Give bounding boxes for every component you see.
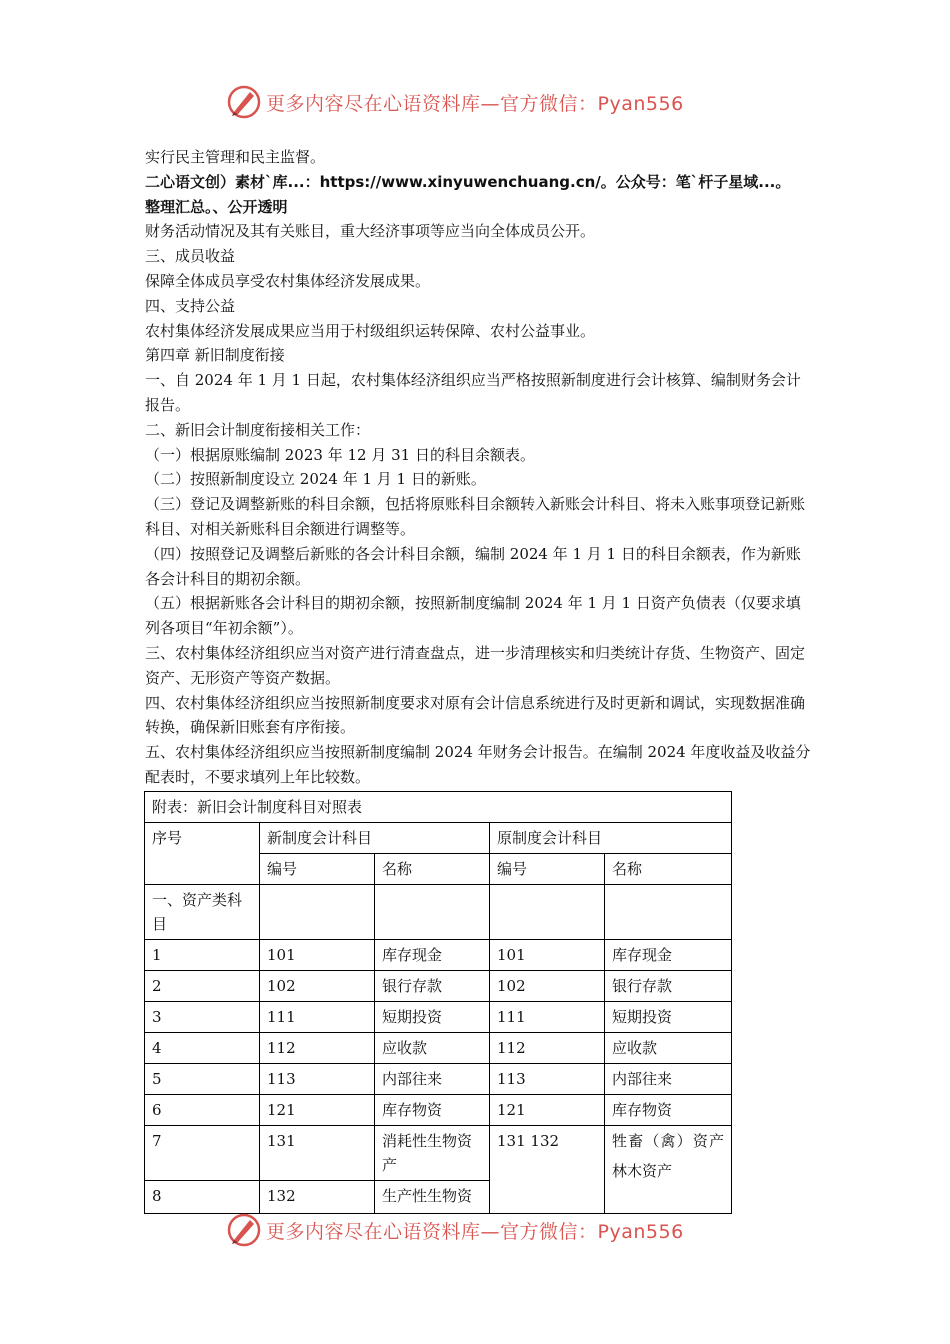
paragraph: （三）登记及调整新账的科目余额，包括将原账科目余额转入新账会计科目、将未入账事项登记新账科目、对相关新账科目余额进行调整等。 — [145, 495, 806, 538]
table-row — [145, 1002, 732, 1033]
table-header-row — [145, 823, 732, 854]
section-label: 一、资产类科目 — [145, 885, 260, 940]
pen-logo-icon — [226, 84, 262, 120]
cell-seq: 8 — [145, 1181, 260, 1214]
paragraph: （四）按照登记及调整后新账的各会计科目余额，编制 2024 年 1 月 1 日的科目余额表，作为新账各会计科目的期初余额。 — [145, 544, 801, 588]
watermark-line: 整理汇总。、公开透明 — [145, 197, 288, 216]
cell-seq: 6 — [145, 1095, 260, 1126]
cell-old-code: 131 132 — [490, 1126, 605, 1214]
cell-old-name: 内部往来 — [605, 1064, 732, 1095]
cell-old-name-2: 林木资产 — [612, 1162, 673, 1180]
paragraph: （二）按照新制度设立 2024 年 1 月 1 日的新账。 — [145, 470, 486, 489]
cell-old-code: 111 — [490, 1002, 605, 1033]
subheader-new-name: 名称 — [375, 854, 490, 885]
cell-new-code: 113 — [260, 1064, 375, 1095]
cell-old-code: 112 — [490, 1033, 605, 1064]
paragraph: 一、自 2024 年 1 月 1 日起，农村集体经济组织应当严格按照新制度进行会计核算、编制财务会计报告。 — [145, 371, 801, 414]
cell-new-name: 生产性生物资 — [375, 1181, 490, 1214]
section-heading: 四、支持公益 — [145, 296, 236, 315]
cell-seq: 4 — [145, 1033, 260, 1064]
cell-new-name: 库存现金 — [375, 940, 490, 971]
paragraph: （五）根据新账各会计科目的期初余额，按照新制度编制 2024 年 1 月 1 日资产负债表（仅要求填列各项目“年初余额”）。 — [145, 594, 801, 638]
header-old-system: 原制度会计科目 — [490, 823, 732, 854]
paragraph: 四、农村集体经济组织应当按照新制度要求对原有会计信息系统进行及时更新和调试，实现数据准确转换，确保新旧账套有序衔接。 — [145, 693, 806, 737]
cell-old-name: 牲畜（禽）资产 — [612, 1132, 725, 1150]
account-mapping-table — [144, 791, 732, 1214]
paragraph: 五、农村集体经济组织应当按照新制度编制 2024 年财务会计报告。在编制 2024 年度收益及收益分配表时，不要求填列上年比较数。 — [145, 743, 811, 786]
cell-new-code: 112 — [260, 1033, 375, 1064]
cell-seq: 1 — [145, 940, 260, 971]
chapter-heading: 第四章 新旧制度衔接 — [145, 346, 285, 365]
cell-new-name: 应收款 — [375, 1033, 490, 1064]
cell-seq: 7 — [145, 1126, 260, 1181]
cell-old-code: 102 — [490, 971, 605, 1002]
cell-old-code: 101 — [490, 940, 605, 971]
paragraph: （一）根据原账编制 2023 年 12 月 31 日的科目余额表。 — [145, 445, 535, 464]
subheader-new-code: 编号 — [260, 854, 375, 885]
paragraph: 三、农村集体经济组织应当对资产进行清查盘点，进一步清理核实和归类统计存货、生物资产、固定资产、无形资产等资产数据。 — [145, 643, 806, 687]
cell-old-name: 库存物资 — [605, 1095, 732, 1126]
header-seq: 序号 — [145, 823, 260, 885]
section-heading: 三、成员收益 — [145, 247, 236, 266]
paragraph: 二、新旧会计制度衔接相关工作： — [145, 420, 371, 439]
cell-seq: 5 — [145, 1064, 260, 1095]
subheader-old-code: 编号 — [490, 854, 605, 885]
cell-seq: 3 — [145, 1002, 260, 1033]
table-row — [145, 1126, 732, 1181]
document-body — [145, 145, 813, 790]
banner-text: 更多内容尽在心语资料库—官方微信：Pyan556 — [266, 92, 684, 115]
table-row — [145, 1033, 732, 1064]
cell-seq: 2 — [145, 971, 260, 1002]
cell-old-name: 短期投资 — [605, 1002, 732, 1033]
table-caption: 附表：新旧会计制度科目对照表 — [145, 792, 732, 823]
cell-new-code: 102 — [260, 971, 375, 1002]
subheader-old-name: 名称 — [605, 854, 732, 885]
table-section-row — [145, 885, 732, 940]
table-row — [145, 1064, 732, 1095]
paragraph: 保障全体成员享受农村集体经济发展成果。 — [145, 271, 431, 290]
cell-old-code: 113 — [490, 1064, 605, 1095]
paragraph: 实行民主管理和民主监督。 — [145, 148, 326, 166]
cell-old-name-merged — [605, 1126, 732, 1214]
cell-old-name: 银行存款 — [605, 971, 732, 1002]
watermark-line: 二心语文创）素材`库...：https://www.xinyuwenchuang.cn/。公众号：笔`杆子星域...。 — [145, 172, 791, 191]
cell-new-code: 131 — [260, 1126, 375, 1181]
table-row — [145, 971, 732, 1002]
table-row — [145, 940, 732, 971]
cell-old-name: 库存现金 — [605, 940, 732, 971]
header-new-system: 新制度会计科目 — [260, 823, 490, 854]
cell-new-name: 内部往来 — [375, 1064, 490, 1095]
paragraph: 财务活动情况及其有关账目，重大经济事项等应当向全体成员公开。 — [145, 222, 596, 241]
pen-logo-icon — [226, 1212, 262, 1248]
cell-new-code: 132 — [260, 1181, 375, 1214]
cell-new-code: 111 — [260, 1002, 375, 1033]
cell-new-name: 库存物资 — [375, 1095, 490, 1126]
table-row — [145, 1095, 732, 1126]
cell-old-name: 应收款 — [605, 1033, 732, 1064]
header-watermark-banner — [226, 82, 726, 122]
cell-new-code: 121 — [260, 1095, 375, 1126]
footer-watermark-banner — [226, 1210, 726, 1250]
cell-new-name: 消耗性生物资产 — [375, 1126, 490, 1181]
cell-new-name: 短期投资 — [375, 1002, 490, 1033]
cell-new-name: 银行存款 — [375, 971, 490, 1002]
cell-old-code: 121 — [490, 1095, 605, 1126]
cell-new-code: 101 — [260, 940, 375, 971]
paragraph: 农村集体经济发展成果应当用于村级组织运转保障、农村公益事业。 — [145, 321, 596, 340]
table-caption-row — [145, 792, 732, 823]
banner-text: 更多内容尽在心语资料库—官方微信：Pyan556 — [266, 1220, 684, 1243]
